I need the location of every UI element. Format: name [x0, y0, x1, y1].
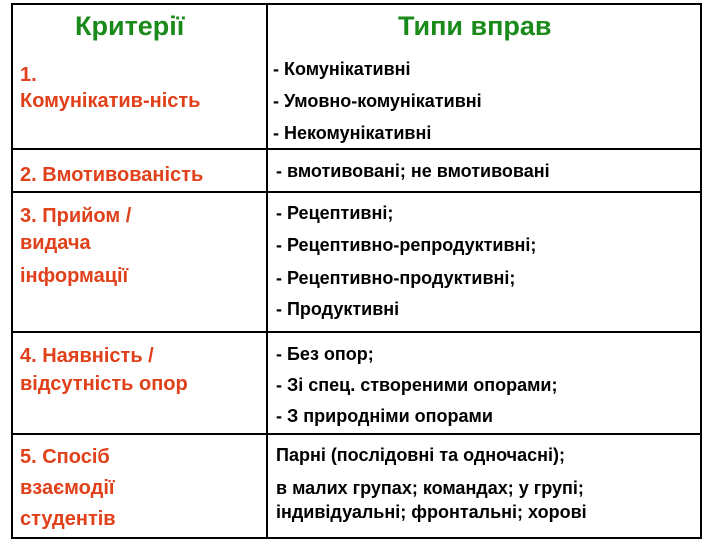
type-5-1: Парні (послідовні та одночасні); — [276, 445, 566, 465]
type-3-1: - Рецептивні; — [276, 203, 394, 223]
criteria-table — [11, 3, 702, 539]
criterion-5-line-1: 5. Спосіб — [20, 446, 110, 468]
criterion-3-line-1: 3. Прийом / — [20, 205, 132, 227]
type-1-3: - Некомунікативні — [273, 123, 432, 143]
type-5-2: в малих групах; командах; у групі; — [276, 478, 584, 498]
criterion-3-line-2: видача — [20, 232, 91, 254]
criterion-4-line-1: 4. Наявність / — [20, 345, 154, 367]
criterion-1-line-1: 1. — [20, 64, 37, 86]
type-3-3: - Рецептивно-продуктивні; — [276, 268, 516, 288]
type-4-3: - З природніми опорами — [276, 406, 493, 426]
row-divider — [13, 433, 700, 435]
criterion-4-line-2: відсутність опор — [20, 373, 188, 395]
row-divider — [13, 331, 700, 333]
column-divider — [266, 5, 268, 537]
row-divider — [13, 191, 700, 193]
type-3-4: - Продуктивні — [276, 299, 400, 319]
criterion-2-line-1: 2. Вмотивованість — [20, 164, 204, 186]
row-divider — [13, 148, 700, 150]
header-criteria: Критерії — [75, 11, 185, 41]
criterion-3-line-3: інформації — [20, 265, 129, 287]
type-4-1: - Без опор; — [276, 344, 374, 364]
criterion-5-line-2: взаємодії — [20, 477, 115, 499]
type-5-3: індивідуальні; фронтальні; хорові — [276, 502, 587, 522]
criterion-5-line-3: студентів — [20, 508, 116, 530]
criterion-1-line-2: Комунікатив-ність — [20, 90, 201, 112]
header-types: Типи вправ — [398, 11, 552, 41]
type-1-1: - Комунікативні — [273, 59, 411, 79]
type-1-2: - Умовно-комунікативні — [273, 91, 482, 111]
type-3-2: - Рецептивно-репродуктивні; — [276, 235, 537, 255]
type-2-1: - вмотивовані; не вмотивовані — [276, 161, 550, 181]
type-4-2: - Зі спец. створеними опорами; — [276, 375, 558, 395]
